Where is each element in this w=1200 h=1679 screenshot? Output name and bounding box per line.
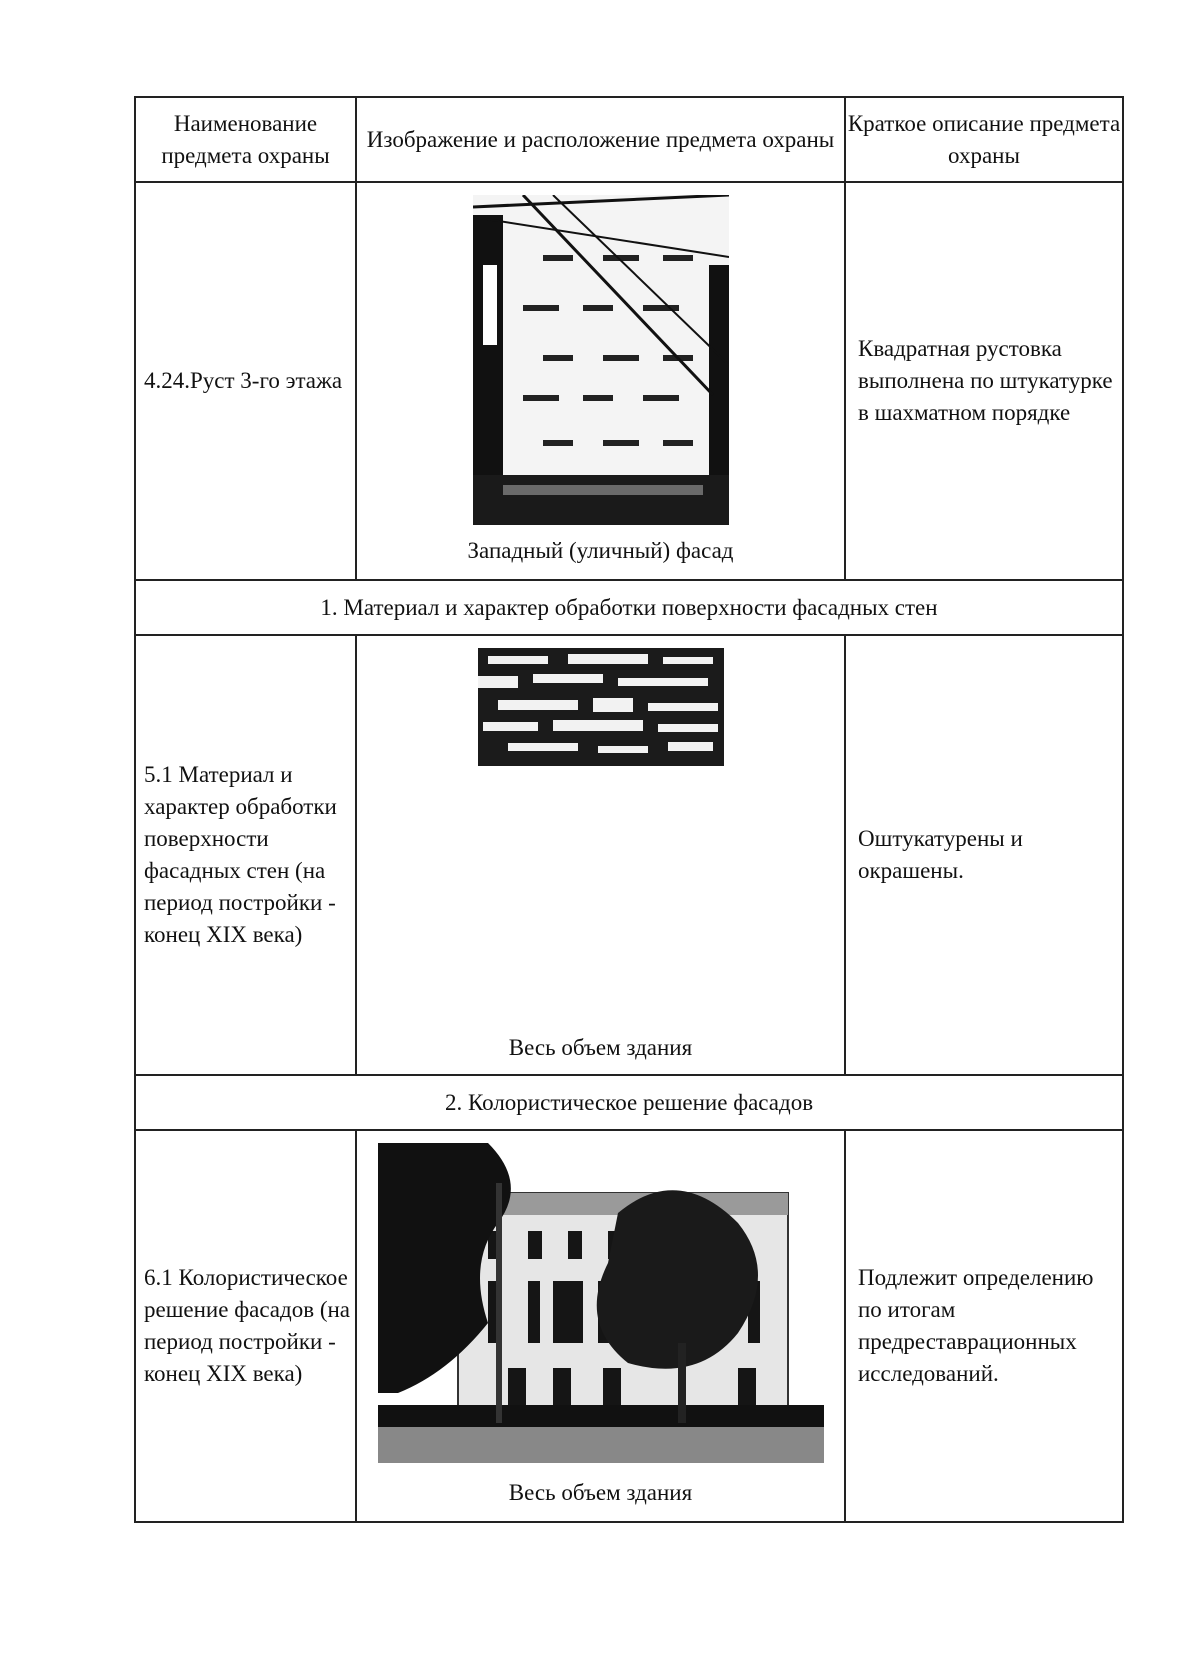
item-image-cell [356,635,845,1075]
item-description: Квадратная рустовка выполнена по штукатурке в шахматном порядке [845,182,1123,580]
wall-surface-photo [478,648,724,766]
header-name: Наименование предмета охраны [135,97,356,182]
header-description: Краткое описание предмета охраны [845,97,1123,182]
table-row [135,182,1123,580]
table-row [135,1130,1123,1522]
table-header-row [135,97,1123,182]
item-image-cell [356,182,845,580]
header-image: Изображение и расположение предмета охраны [356,97,845,182]
item-name: 6.1 Колористическое решение фасадов (на период постройки - конец XIX века) [135,1130,356,1522]
item-image-cell [356,1130,845,1522]
item-name: 4.24.Руст 3-го этажа [135,182,356,580]
facade-rustication-photo [473,195,729,525]
section-row [135,580,1123,635]
building-facade-photo [378,1143,824,1463]
table-row [135,635,1123,1075]
section-title: 2. Колористическое решение фасадов [135,1075,1123,1130]
section-row [135,1075,1123,1130]
protection-subject-table [134,96,1124,1523]
image-caption: Весь объем здания [508,1480,693,1505]
item-name: 5.1 Материал и характер обработки поверхности фасадных стен (на период постройки - конец XIX века) [135,635,356,1075]
section-title: 1. Материал и характер обработки поверхности фасадных стен [135,580,1123,635]
item-description: Подлежит определению по итогам предреставрационных исследований. [845,1130,1123,1522]
image-caption: Западный (уличный) фасад [467,538,734,563]
image-caption: Весь объем здания [508,1035,693,1060]
item-description: Оштукатурены и окрашены. [845,635,1123,1075]
